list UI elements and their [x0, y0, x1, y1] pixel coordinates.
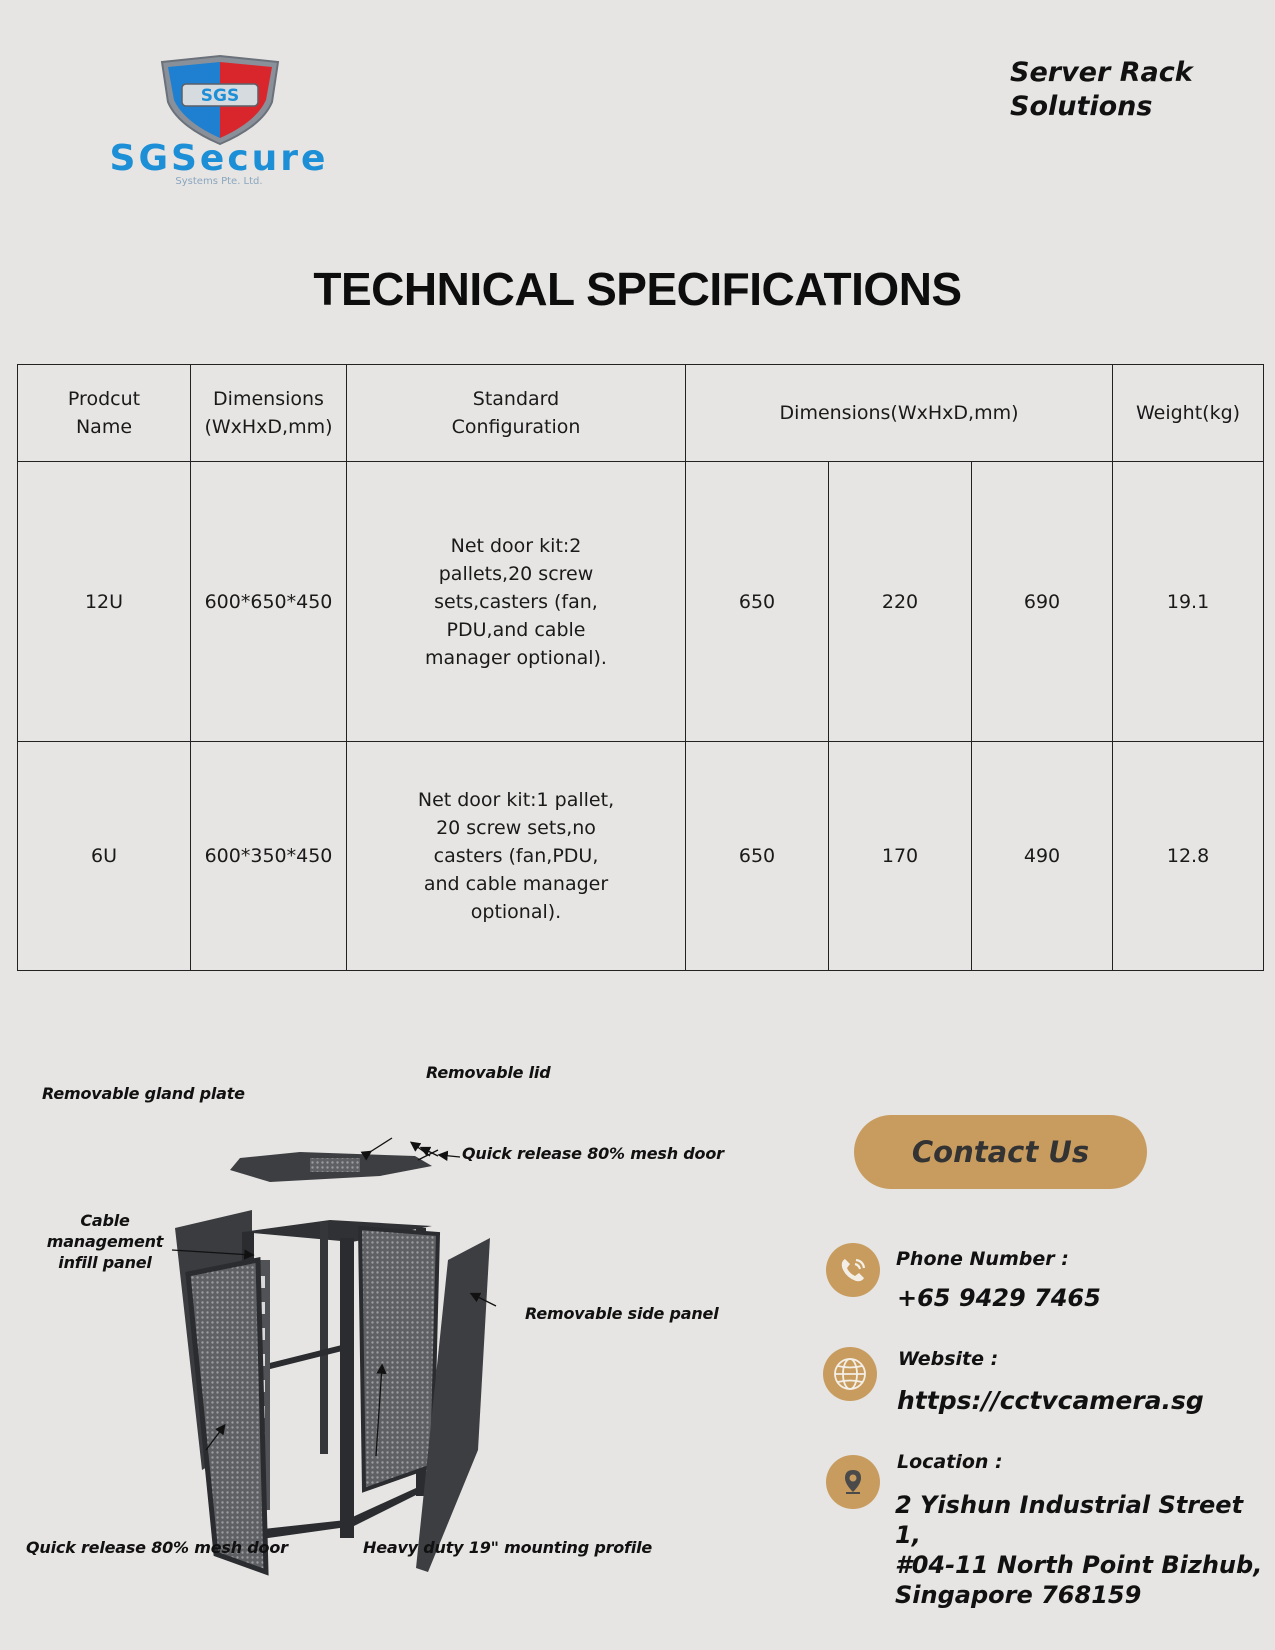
phone-label: Phone Number :	[896, 1248, 1069, 1270]
logo-subtext: Systems Pte. Ltd.	[175, 176, 263, 187]
table-row	[18, 742, 1264, 971]
server-rack-illustration	[20, 1110, 740, 1580]
phone-icon	[826, 1243, 880, 1297]
cell-width: 650	[686, 742, 829, 971]
label-cable-management-line3: infill panel	[58, 1253, 152, 1272]
shield-icon	[76, 52, 376, 187]
label-cable-management-line1: Cable	[80, 1211, 130, 1230]
cell-weight: 12.8	[1113, 742, 1264, 971]
header-standard-config: Standard Configuration	[347, 365, 686, 462]
phone-value[interactable]: +65 9429 7465	[897, 1284, 1101, 1312]
address-line-1: 2 Yishun Industrial Street 1,	[895, 1491, 1244, 1549]
spec-table	[17, 364, 1264, 971]
header-dimensions-group: Dimensions(WxHxD,mm)	[686, 365, 1113, 462]
label-mesh-door-left: Quick release 80% mesh door	[26, 1538, 288, 1557]
cell-height: 170	[829, 742, 972, 971]
label-mesh-door-right: Quick release 80% mesh door	[462, 1144, 724, 1163]
label-gland-plate: Removable gland plate	[42, 1084, 245, 1103]
address-line-2: #04-11 North Point Bizhub,	[895, 1551, 1263, 1579]
cell-config: Net door kit:1 pallet, 20 screw sets,no casters (fan,PDU, and cable manager optional).	[347, 742, 686, 971]
location-address	[895, 1490, 1265, 1610]
address-line-3: Singapore 768159	[895, 1581, 1142, 1609]
label-cable-management-line2: management	[46, 1232, 164, 1251]
website-label: Website :	[898, 1348, 999, 1370]
label-mounting-profile: Heavy duty 19" mounting profile	[363, 1538, 653, 1557]
cell-config: Net door kit:2 pallets,20 screw sets,casters (fan, PDU,and cable manager optional).	[347, 462, 686, 742]
cell-height: 220	[829, 462, 972, 742]
logo-wordmark: SGSecure	[109, 138, 329, 179]
brand-title: Server Rack Solutions	[1010, 57, 1193, 122]
page-title: TECHNICAL SPECIFICATIONS	[313, 263, 962, 315]
label-lid: Removable lid	[426, 1063, 551, 1082]
cell-weight: 19.1	[1113, 462, 1264, 742]
header-weight: Weight(kg)	[1113, 365, 1264, 462]
location-label: Location :	[897, 1451, 1003, 1473]
cell-width: 650	[686, 462, 829, 742]
header-product-name: Prodcut Name	[18, 365, 191, 462]
header-dimensions: Dimensions (WxHxD,mm)	[191, 365, 347, 462]
cell-dimensions: 600*350*450	[191, 742, 347, 971]
cell-product: 12U	[18, 462, 191, 742]
location-pin-icon	[826, 1455, 880, 1509]
table-header-row	[18, 365, 1264, 462]
label-side-panel: Removable side panel	[525, 1304, 719, 1323]
website-link[interactable]: https://cctvcamera.sg	[897, 1386, 1204, 1415]
globe-icon	[823, 1347, 877, 1401]
contact-us-button[interactable]: Contact Us	[854, 1115, 1147, 1189]
label-cable-management	[30, 1210, 180, 1273]
logo-badge-text: SGS	[200, 86, 240, 106]
cell-dimensions: 600*650*450	[191, 462, 347, 742]
cell-product: 6U	[18, 742, 191, 971]
rack-diagram	[20, 1063, 740, 1580]
table-row	[18, 462, 1264, 742]
company-logo	[76, 52, 376, 187]
cell-depth: 690	[972, 462, 1113, 742]
cell-depth: 490	[972, 742, 1113, 971]
